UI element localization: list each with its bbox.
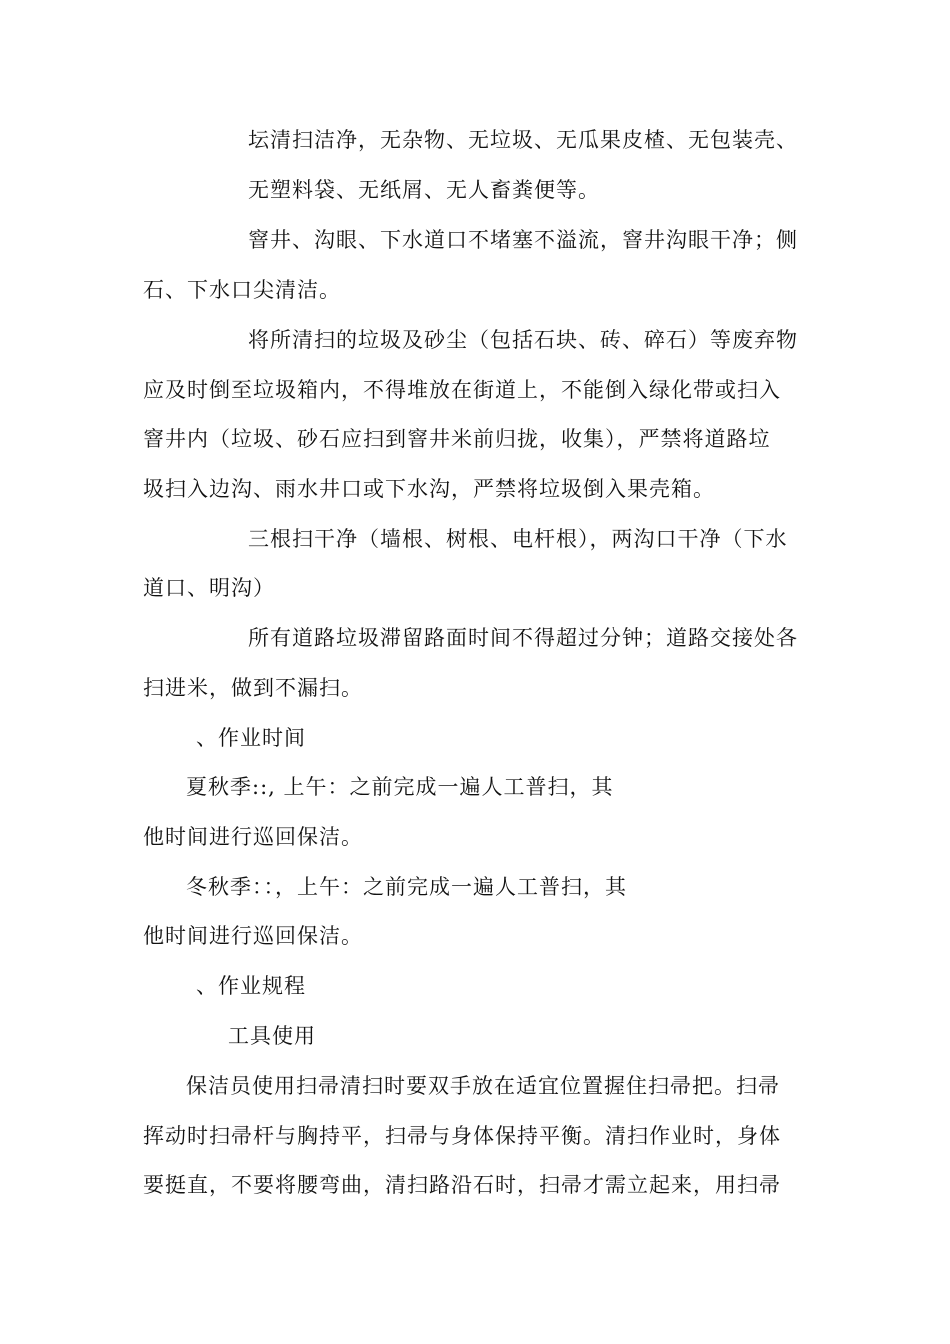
paragraph-line: 要挺直，不要将腰弯曲，清扫路沿石时，扫帚才需立起来，用扫帚 — [143, 1173, 781, 1197]
paragraph-line: 将所清扫的垃圾及砂尘（包括石块、砖、碎石）等废弃物 — [248, 328, 798, 352]
subsection-heading: 工具使用 — [228, 1024, 316, 1048]
section-heading: 、作业时间 — [196, 726, 306, 750]
paragraph-line: 圾扫入边沟、雨水井口或下水沟，严禁将垃圾倒入果壳箱。 — [143, 477, 715, 501]
paragraph-line: 石、下水口尖清洁。 — [143, 278, 341, 302]
paragraph-line: 他时间进行巡回保洁。 — [143, 825, 363, 849]
paragraph-line: 窨井内（垃圾、砂石应扫到窨井米前归拢，收集），严禁将道路垃 — [143, 427, 771, 451]
paragraph-line: 应及时倒至垃圾箱内，不得堆放在街道上，不能倒入绿化带或扫入 — [143, 378, 781, 402]
section-heading: 、作业规程 — [196, 974, 306, 998]
paragraph-line: 挥动时扫帚杆与胸持平，扫帚与身体保持平衡。清扫作业时，身体 — [143, 1124, 781, 1148]
paragraph-line: 所有道路垃圾滞留路面时间不得超过分钟；道路交接处各 — [248, 626, 798, 650]
paragraph-line: 无塑料袋、无纸屑、无人畜粪便等。 — [248, 178, 600, 202]
paragraph-line: 他时间进行巡回保洁。 — [143, 924, 363, 948]
paragraph-line: 窨井、沟眼、下水道口不堵塞不溢流，窨井沟眼干净；侧 — [248, 228, 798, 252]
paragraph-line: 保洁员使用扫帚清扫时要双手放在适宜位置握住扫帚把。扫帚 — [186, 1074, 780, 1098]
paragraph-line: 夏秋季::, 上午：之前完成一遍人工普扫，其 — [186, 775, 614, 799]
paragraph-line: 三根扫干净（墙根、树根、电杆根），两沟口干净（下水 — [248, 527, 788, 551]
paragraph-line: 坛清扫洁净，无杂物、无垃圾、无瓜果皮楂、无包装壳、 — [248, 128, 798, 152]
paragraph-line: 冬秋季：：，上午：之前完成一遍人工普扫，其 — [186, 875, 627, 899]
paragraph-line: 扫进米，做到不漏扫。 — [143, 676, 363, 700]
paragraph-line: 道口、明沟） — [143, 576, 275, 600]
